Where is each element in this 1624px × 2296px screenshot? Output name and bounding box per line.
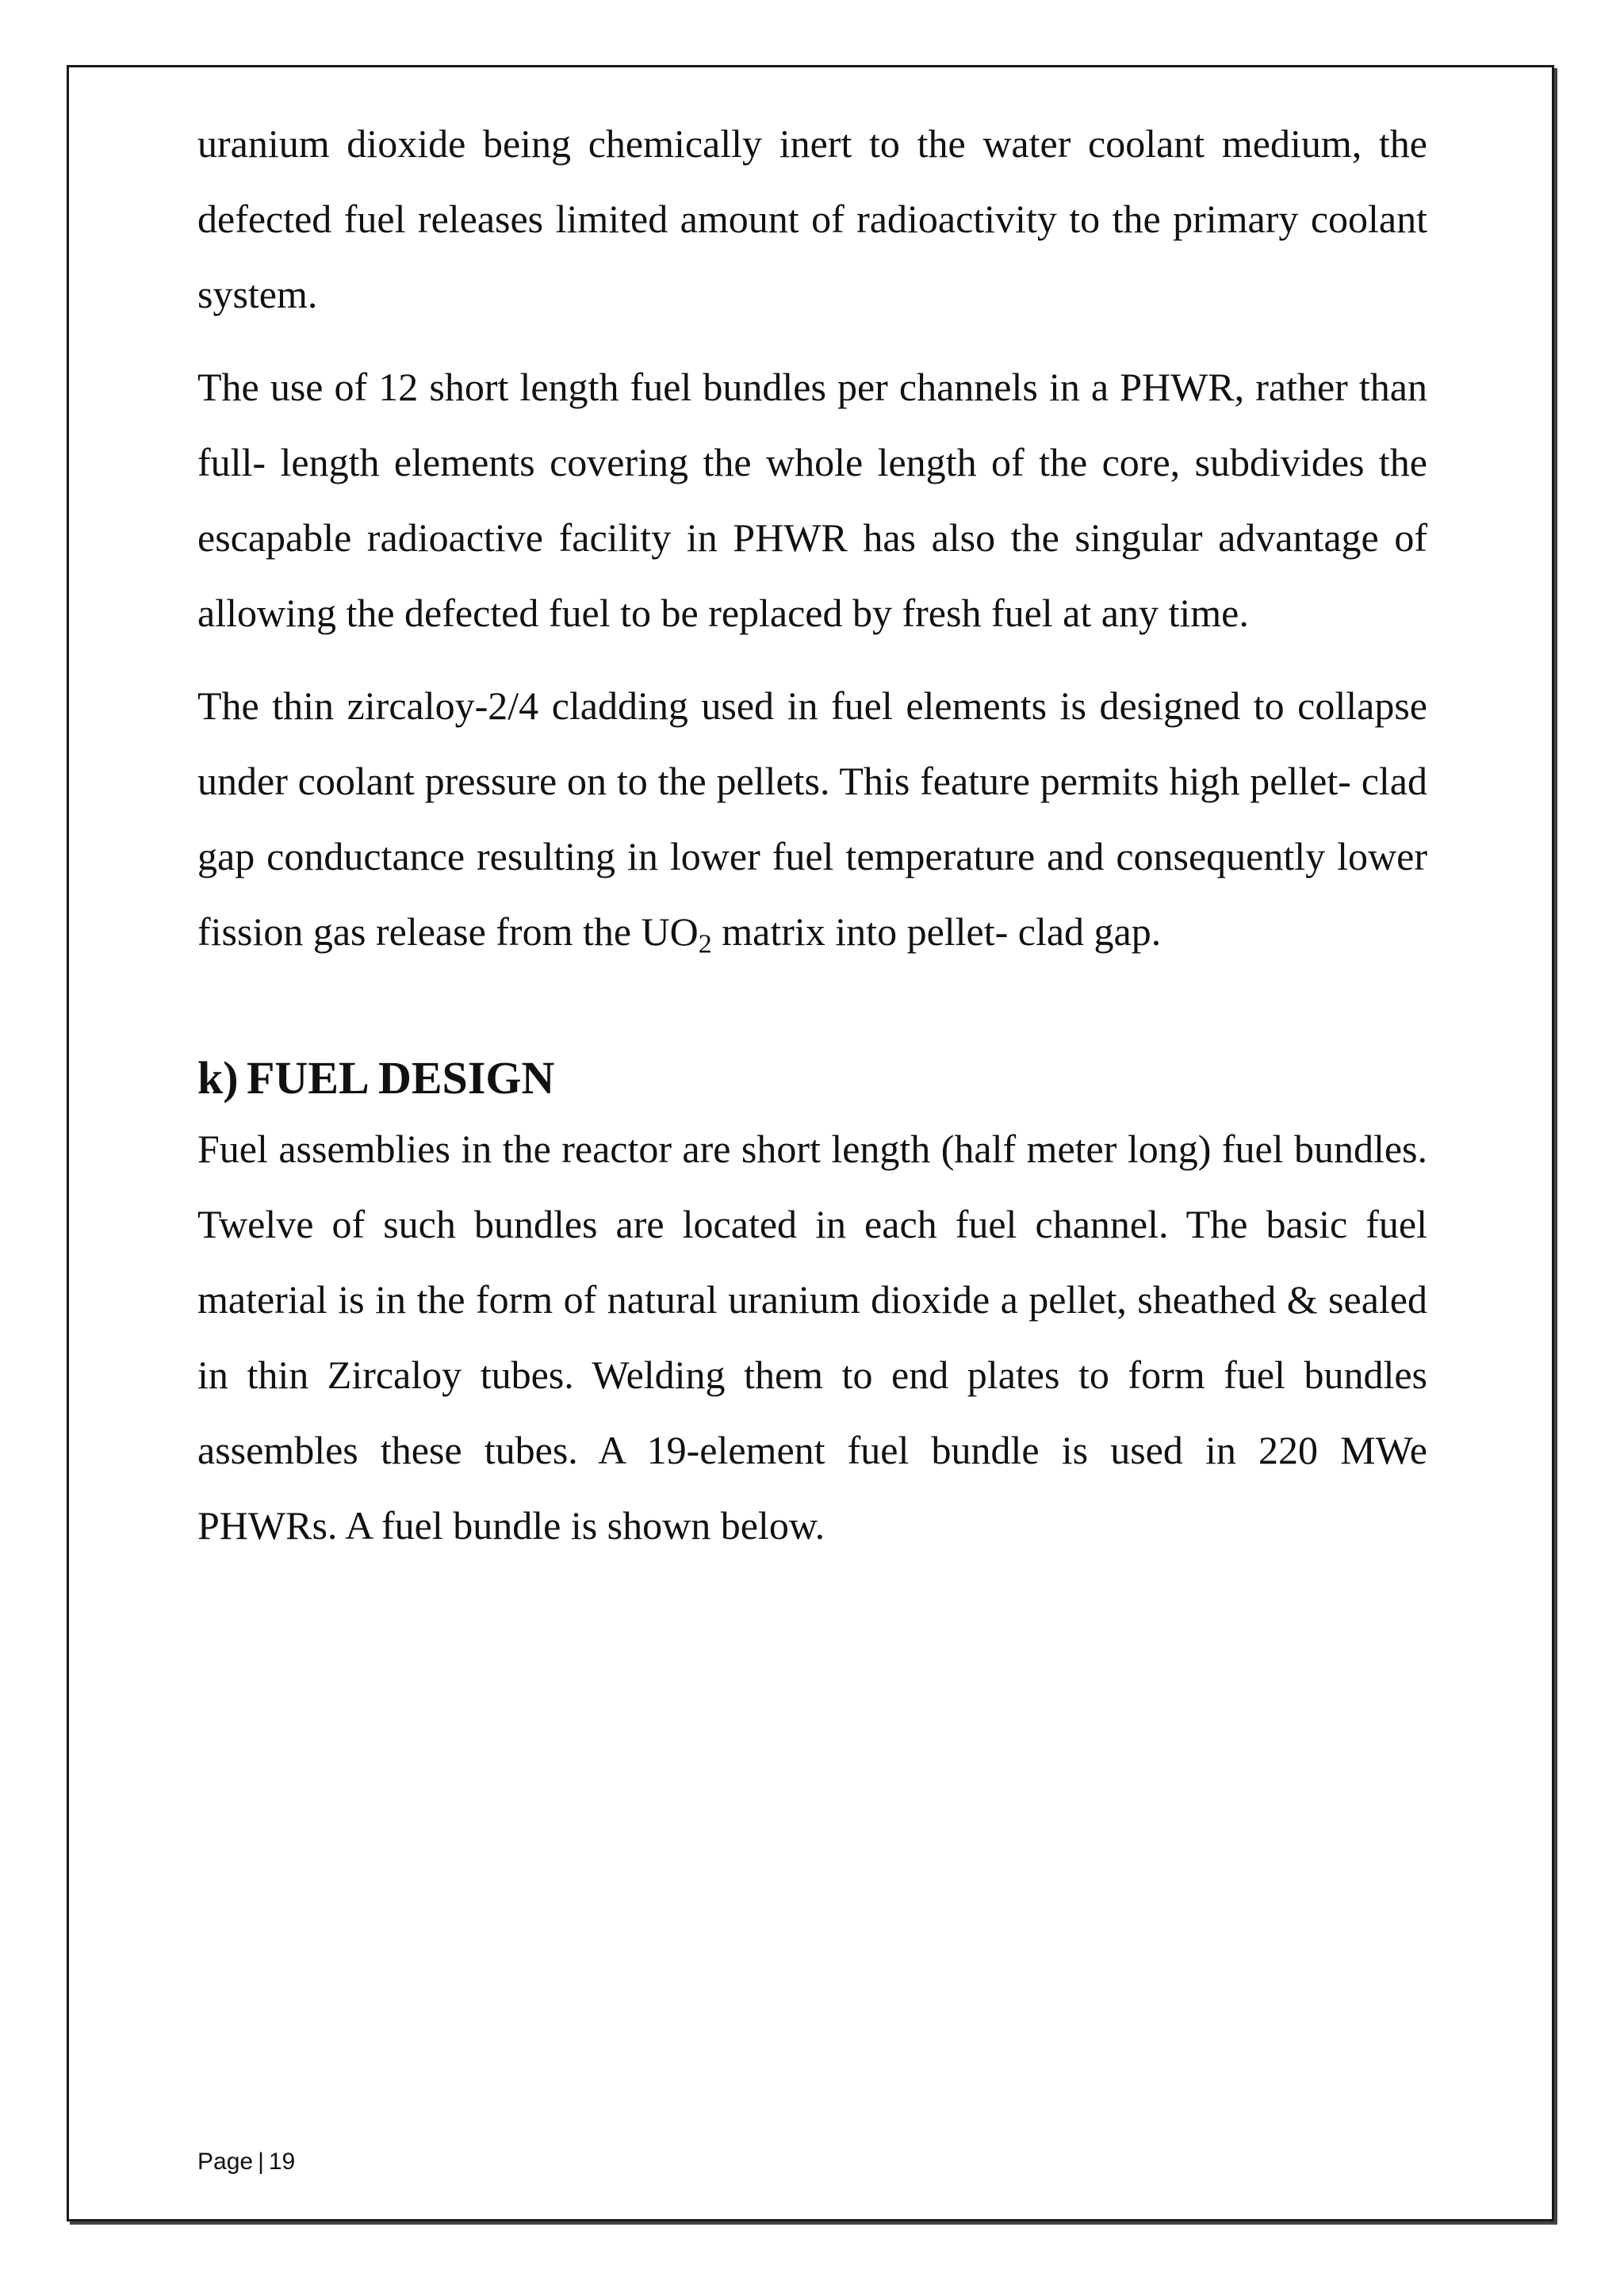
page-label: Page [197, 2149, 254, 2175]
section-title: FUEL DESIGN [247, 1052, 555, 1104]
paragraph-1: uranium dioxide being chemically inert to the water coolant medium, the defected fuel releases limited amount of radioactivity to the primary coolant system. [197, 121, 1427, 316]
page-footer [197, 2149, 295, 2175]
page-number: 19 [268, 2149, 296, 2175]
section-marker: k) [197, 1052, 239, 1104]
paragraph-3 [197, 668, 1427, 970]
paragraph-3-text-end: matrix into pellet- clad gap. [711, 909, 1162, 954]
paragraph-3-text: The thin zircaloy-2/4 cladding used in fuel elements is designed to collapse under coolant pressure on to the pellets. This feature permits high pellet- clad gap conductance resulting in lower fuel temperature and consequently lower fission gas release from the UO [197, 683, 1427, 954]
page-separator: | [258, 2149, 264, 2175]
section-heading [197, 1047, 1427, 1110]
paragraph-2: The use of 12 short length fuel bundles per channels in a PHWR, rather than full- length elements covering the whole length of the core, subdivides the escapable radioactive facility in PHWR has also the singular advantage of allowing the defected fuel to be replaced by fresh fuel at any time. [197, 365, 1427, 635]
subscript-2: 2 [698, 929, 712, 959]
document-body [197, 106, 1427, 1563]
section-body: Fuel assemblies in the reactor are short length (half meter long) fuel bundles. Twelve of such bundles are located in each fuel channel. The basic fuel material is in the form of natural uranium dioxide a pellet, sheathed & sealed in thin Zircaloy tubes. Welding them to end plates to form fuel bundles assembles these tubes. A 19-element fuel bundle is used in 220 MWe PHWRs. A fuel bundle is shown below. [197, 1127, 1427, 1548]
